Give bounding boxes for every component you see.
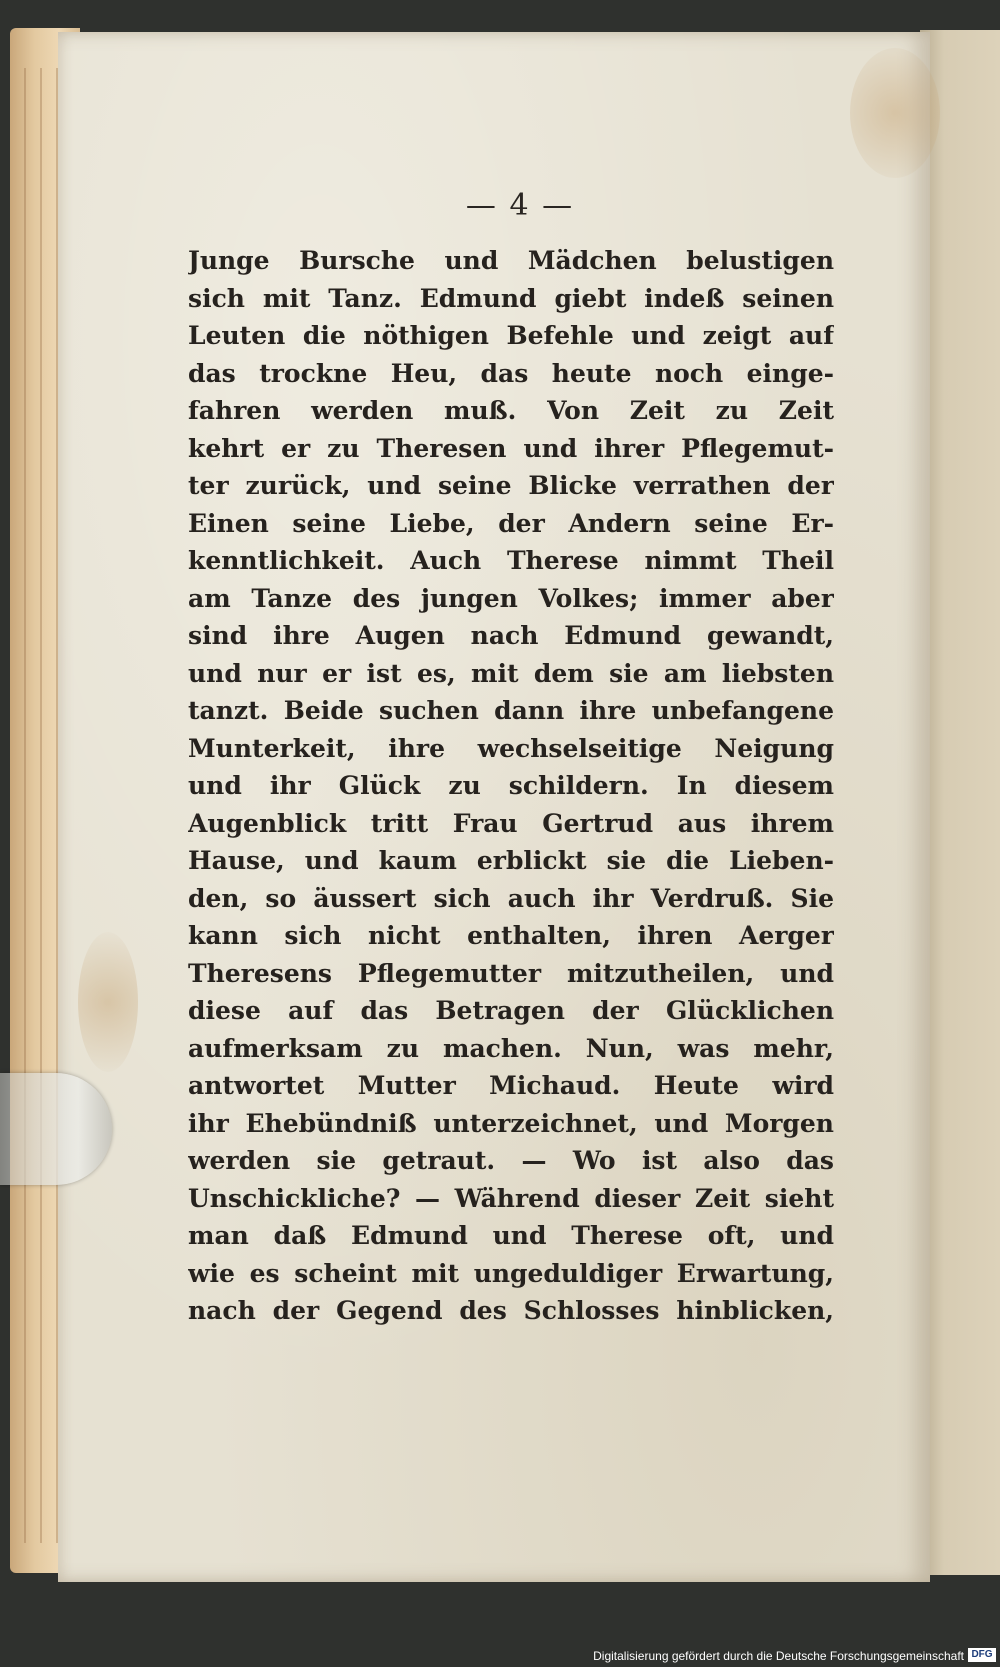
- funding-credit: Digitalisierung gefördert durch die Deutsche Forschungsgemeinschaft: [593, 1649, 964, 1663]
- text-line: nach der Gegend des Schlosses hinblicken,: [188, 1296, 834, 1325]
- page-clip: [0, 1073, 112, 1185]
- text-line: werden sie getraut. — Wo ist also das: [188, 1146, 834, 1175]
- text-line: kehrt er zu Theresen und ihrer Pflegemut-: [188, 433, 834, 463]
- text-line: tanzt. Beide suchen dann ihre unbefangene: [188, 696, 834, 725]
- text-line: Einen seine Liebe, der Andern seine Er-: [188, 508, 834, 538]
- text-line: das trockne Heu, das heute noch einge-: [188, 358, 834, 388]
- stack-edge-line: [24, 68, 26, 1543]
- text-line: und nur er ist es, mit dem sie am liebsten: [188, 658, 834, 688]
- next-page-edge: [920, 30, 1000, 1575]
- paper-stain: [850, 48, 940, 178]
- text-line: Leuten die nöthigen Befehle und zeigt auf: [188, 321, 834, 350]
- page-number: — 4 —: [465, 188, 575, 223]
- text-line: diese auf das Betragen der Glücklichen: [188, 996, 834, 1025]
- text-line: man daß Edmund und Therese oft, und: [188, 1221, 834, 1250]
- text-line: Junge Bursche und Mädchen belustigen: [188, 246, 834, 275]
- paper-stain: [78, 932, 138, 1072]
- text-line: den, so äussert sich auch ihr Verdruß. Sie: [188, 883, 834, 913]
- dfg-logo-badge: DFG: [968, 1648, 996, 1662]
- stack-edge-line: [40, 68, 42, 1543]
- text-line: Unschickliche? — Während dieser Zeit sieht: [188, 1183, 834, 1213]
- text-line: Augenblick tritt Frau Gertrud aus ihrem: [188, 808, 834, 838]
- text-line: wie es scheint mit ungeduldiger Erwartung,: [188, 1258, 834, 1288]
- text-line: Theresens Pflegemutter mitzutheilen, und: [188, 958, 834, 988]
- text-line: ihr Ehebündniß unterzeichnet, und Morgen: [188, 1108, 834, 1138]
- text-line: Munterkeit, ihre wechselseitige Neigung: [188, 733, 834, 763]
- text-line: sich mit Tanz. Edmund giebt indeß seinen: [188, 283, 834, 313]
- text-line: aufmerksam zu machen. Nun, was mehr,: [188, 1033, 834, 1063]
- text-line: kann sich nicht enthalten, ihren Aerger: [188, 921, 834, 950]
- text-line: Hause, und kaum erblickt sie die Lieben-: [188, 846, 834, 875]
- text-line: kenntlichkeit. Auch Therese nimmt Theil: [188, 546, 834, 575]
- text-line: fahren werden muß. Von Zeit zu Zeit: [188, 396, 834, 425]
- text-line: und ihr Glück zu schildern. In diesem: [188, 771, 834, 800]
- text-line: ter zurück, und seine Blicke verrathen der: [188, 471, 834, 500]
- text-line: antwortet Mutter Michaud. Heute wird: [188, 1071, 834, 1100]
- page-body-text: [188, 242, 834, 1330]
- text-line: am Tanze des jungen Volkes; immer aber: [188, 583, 834, 613]
- text-line: sind ihre Augen nach Edmund gewandt,: [188, 621, 834, 650]
